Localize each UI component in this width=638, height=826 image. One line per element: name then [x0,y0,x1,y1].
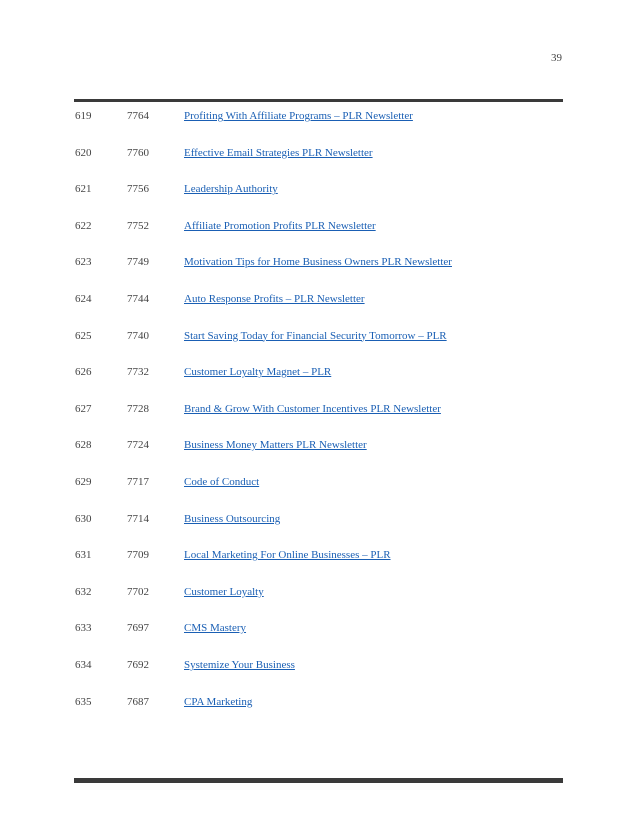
row-number: 631 [75,549,92,562]
row-id: 7740 [127,329,149,342]
bottom-divider [74,778,563,783]
row-number: 630 [75,512,92,525]
row-title-link[interactable]: Business Money Matters PLR Newsletter [184,439,367,452]
row-title-link[interactable]: Customer Loyalty [184,585,264,598]
table-row [0,253,638,290]
table-row [0,327,638,364]
row-number: 625 [75,329,92,342]
row-id: 7692 [127,658,149,671]
table-row [0,619,638,656]
row-title-link[interactable]: Business Outsourcing [184,512,281,525]
row-id: 7756 [127,183,149,196]
row-title-link[interactable]: Motivation Tips for Home Business Owners PLR Newsletter [184,256,452,269]
top-divider [74,99,563,102]
row-number: 632 [75,585,92,598]
row-number: 629 [75,475,92,488]
table-row [0,546,638,583]
row-title-link[interactable]: Code of Conduct [184,475,260,488]
row-title-link[interactable]: CMS Mastery [184,622,247,635]
table-row [0,473,638,510]
row-number: 622 [75,219,92,232]
table-row [0,144,638,181]
row-id: 7749 [127,256,149,269]
row-id: 7744 [127,292,149,305]
row-number: 623 [75,256,92,269]
table-row [0,583,638,620]
row-number: 626 [75,366,92,379]
row-id: 7760 [127,146,149,159]
table-row [0,400,638,437]
row-title-link[interactable]: Leadership Authority [184,183,278,196]
page-number: 39 [551,52,562,64]
row-number: 633 [75,622,92,635]
table-row [0,693,638,730]
table-row [0,656,638,693]
listing-table [0,107,638,729]
row-number: 620 [75,146,92,159]
table-row [0,510,638,547]
row-id: 7709 [127,549,149,562]
row-number: 627 [75,402,92,415]
row-id: 7764 [127,110,149,122]
row-title-link[interactable]: CPA Marketing [184,695,253,708]
row-number: 621 [75,183,92,196]
row-id: 7732 [127,366,149,379]
table-row [0,363,638,400]
row-title-link[interactable]: Affiliate Promotion Profits PLR Newsletter [184,219,376,232]
row-id: 7752 [127,219,149,232]
row-title-link[interactable]: Effective Email Strategies PLR Newsletter [184,146,373,159]
row-id: 7714 [127,512,149,525]
table-row [0,217,638,254]
table-row [0,107,638,144]
row-title-link[interactable]: Systemize Your Business [184,658,295,671]
row-number: 619 [75,110,92,122]
row-id: 7724 [127,439,149,452]
row-number: 628 [75,439,92,452]
table-row [0,436,638,473]
table-row [0,180,638,217]
row-title-link[interactable]: Customer Loyalty Magnet – PLR [184,366,332,379]
row-id: 7728 [127,402,149,415]
table-row [0,290,638,327]
row-id: 7702 [127,585,149,598]
row-title-link[interactable]: Auto Response Profits – PLR Newsletter [184,292,365,305]
row-title-link[interactable]: Local Marketing For Online Businesses – PLR [184,549,391,562]
row-id: 7717 [127,475,149,488]
row-title-link[interactable]: Start Saving Today for Financial Security Tomorrow – PLR [184,329,447,342]
row-title-link[interactable]: Brand & Grow With Customer Incentives PLR Newsletter [184,402,441,415]
row-number: 634 [75,658,92,671]
row-number: 635 [75,695,92,708]
row-number: 624 [75,292,92,305]
row-id: 7697 [127,622,149,635]
row-id: 7687 [127,695,149,708]
row-title-link[interactable]: Profiting With Affiliate Programs – PLR Newsletter [184,110,413,122]
